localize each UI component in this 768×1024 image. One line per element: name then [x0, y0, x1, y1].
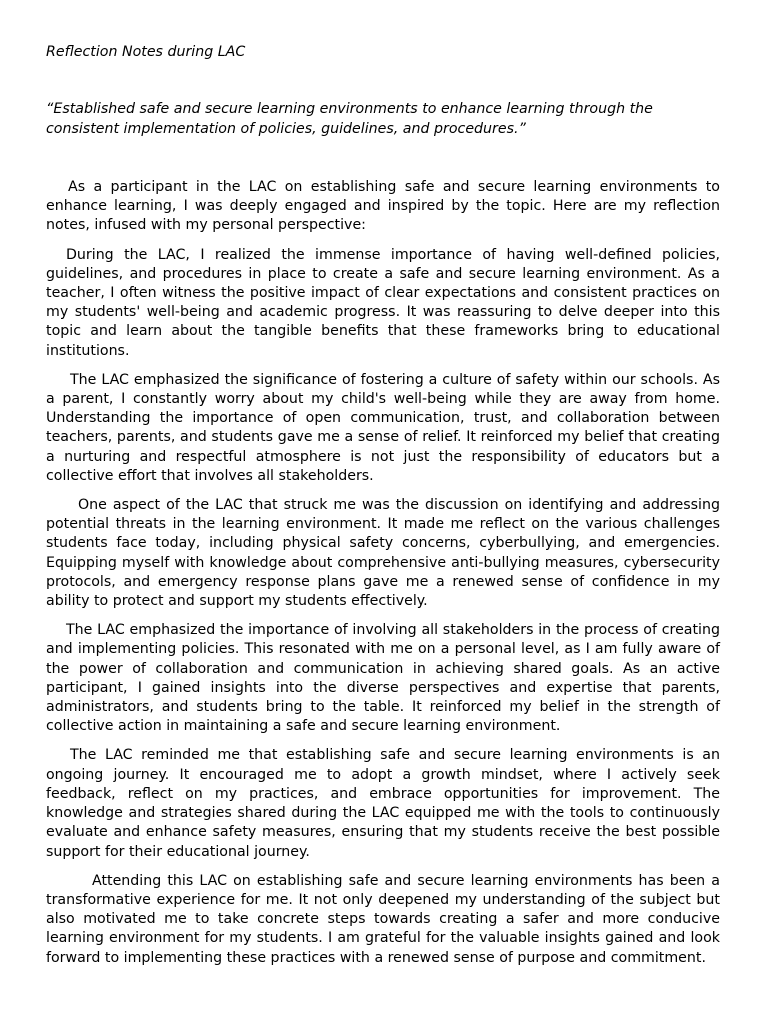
paragraph-threats: One aspect of the LAC that struck me was the discussion on identifying and addressing potential threats in the learning environment. It made me reflect on the various challenges students face today, including physical safety concerns, cyberbullying, and emergencies. Equipping myself with knowledge about comprehensive anti-bullying measures, cybersecurity protocols, and emergency response plans gave me a renewed sense of confidence in my ability to protect and support my students effectively.: [46, 497, 720, 610]
paragraph-conclusion: Attending this LAC on establishing safe and secure learning environments has been a transformative experience for me. It not only deepened my understanding of the subject but also motivated me to take concrete steps towards creating a safer and more conducive learning environment for my students. I am grateful for the valuable insights gained and look forward to implementing these practices with a renewed sense of purpose and commitment.: [46, 872, 720, 966]
document-heading: Reflection Notes during LAC: [46, 44, 246, 60]
quote-text: “Established safe and secure learning environments to enhance learning through the consistent implementation of policies, guidelines, and procedures.”: [46, 101, 653, 137]
paragraph-policies: During the LAC, I realized the immense importance of having well-defined policies, guidelines, and procedures in place to create a safe and secure learning environment. As a teacher, I often witness the positive impact of clear expectations and consistent practices on my students' well-being and academic progress. It was reassuring to delve deeper into this topic and learn about the tangible benefits that these frameworks bring to educational institutions.: [46, 246, 720, 359]
paragraph-stakeholders: The LAC emphasized the importance of involving all stakeholders in the process of creating and implementing policies. This resonated with me on a personal level, as I am fully aware of the power of collaboration and communication in achieving shared goals. As an active participant, I gained insights into the diverse perspectives and expertise that parents, administrators, and students bring to the table. It reinforced my belief in the strength of collective action in maintaining a safe and secure learning environment.: [46, 622, 720, 735]
paragraph-growth-mindset: The LAC reminded me that establishing safe and secure learning environments is an ongoing journey. It encouraged me to adopt a growth mindset, where I actively seek feedback, reflect on my practices, and embrace opportunities for improvement. The knowledge and strategies shared during the LAC equipped me with the tools to continuously evaluate and enhance safety measures, ensuring that my students receive the best possible support for their educational journey.: [46, 747, 720, 860]
paragraph-culture-of-safety: The LAC emphasized the significance of fostering a culture of safety within our schools. As a parent, I constantly worry about my child's well-being while they are away from home. Understanding the importance of open communication, trust, and collaboration between teachers, parents, and students gave me a sense of relief. It reinforced my belief that creating a nurturing and respectful atmosphere is not just the responsibility of educators but a collective effort that involves all stakeholders.: [46, 371, 720, 484]
paragraph-intro: As a participant in the LAC on establishing safe and secure learning environments to enhance learning, I was deeply engaged and inspired by the topic. Here are my reflection notes, infused with my personal perspective:: [46, 179, 720, 234]
reflection-body: [46, 178, 720, 978]
